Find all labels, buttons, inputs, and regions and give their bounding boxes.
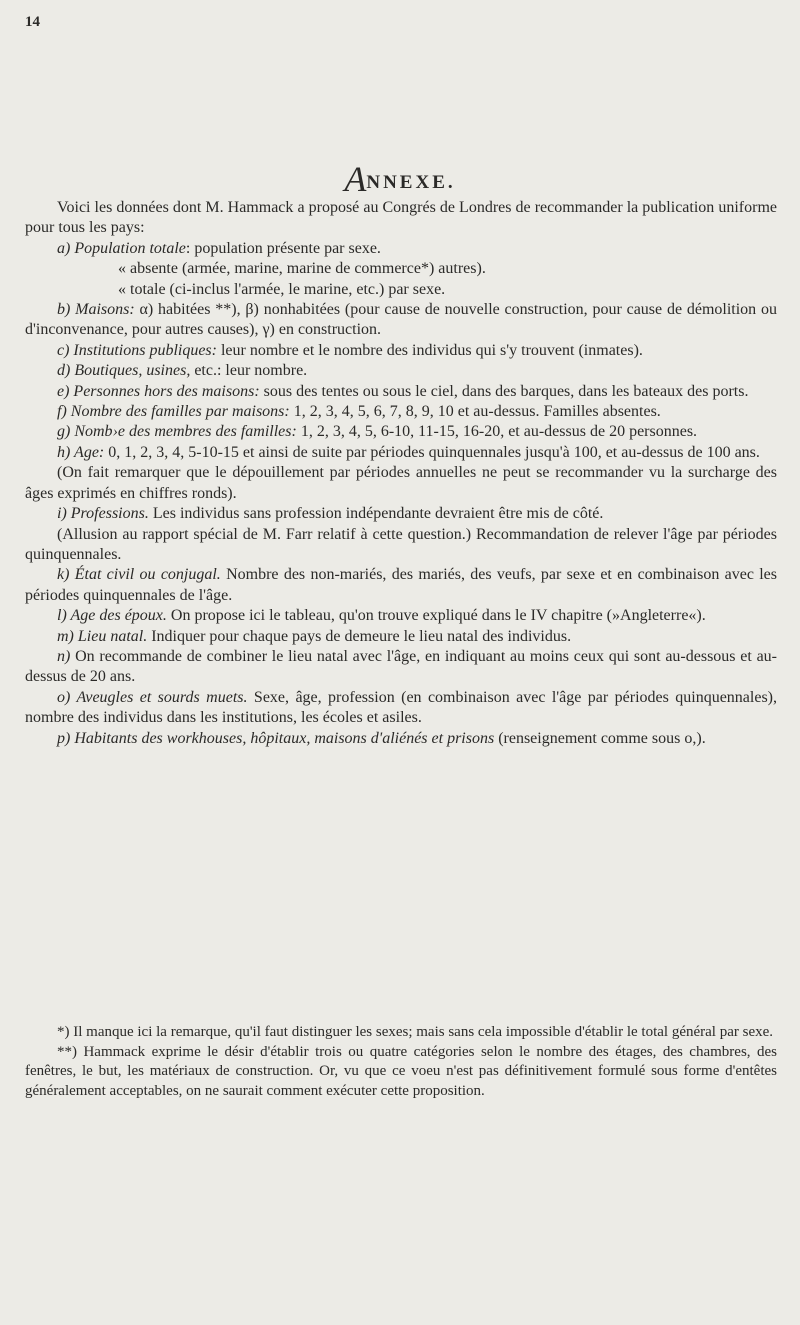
item-m bbox=[25, 627, 777, 647]
item-i bbox=[25, 504, 777, 524]
item-k-label: k) État civil ou conjugal. bbox=[57, 566, 221, 584]
item-g-label: g) Nomb›e des membres des familles: bbox=[57, 423, 297, 441]
item-o bbox=[25, 688, 777, 729]
item-o-text: Sexe, âge, profession (en combinaison avec l'âge par périodes quinquennales), nombre des individus dans les institutions, les écoles et asiles. bbox=[25, 688, 777, 727]
item-k-text: Nombre des non-mariés, des mariés, des veufs, par sexe et en combinaison avec les périodes quinquennales de l'âge. bbox=[25, 566, 778, 604]
item-e-text: sous des tentes ou sous le ciel, dans des barques, dans les bateaux des ports. bbox=[259, 382, 749, 400]
item-p-text: (renseignement comme sous o,). bbox=[494, 729, 706, 747]
item-i-label: i) Professions. bbox=[57, 505, 149, 523]
item-m-text: Indiquer pour chaque pays de demeure le lieu natal des individus. bbox=[147, 627, 572, 645]
item-f-text: 1, 2, 3, 4, 5, 6, 7, 8, 9, 10 et au-dessus. Familles absentes. bbox=[289, 403, 661, 421]
item-i-text: Les individus sans profession indépendante devraient être mis de côté. bbox=[148, 505, 604, 523]
item-b-text: α) habitées **), β) nonhabitées (pour cause de nouvelle construction, pour cause de démolition ou d'inconvenance, pour autres causes), γ) en construction. bbox=[25, 301, 777, 339]
item-h bbox=[25, 443, 777, 463]
annex-body bbox=[25, 198, 777, 749]
item-m-label: m) Lieu natal. bbox=[57, 627, 148, 645]
item-p bbox=[25, 729, 777, 749]
item-b-label: b) Maisons: bbox=[57, 301, 135, 319]
item-l bbox=[25, 606, 777, 626]
item-a-absent: « absente (armée, marine, marine de commerce*) autres). bbox=[118, 260, 486, 278]
item-h-note: (On fait remarquer que le dépouillement par périodes annuelles ne peut se recommander vu la surcharge des âges exprimés en chiffres ronds). bbox=[25, 464, 777, 502]
item-k bbox=[25, 565, 777, 606]
footnotes bbox=[25, 1023, 777, 1101]
footnote-2: **) Hammack exprime le désir d'établir trois ou quatre catégories selon le nombre des étages, des chambres, des fenêtres, le but, les matériaux de construction. Or, vu que ce voeu n'est pas définitivement formulé sous forme d'entêtes généralement acceptables, on ne saurait comment exécuter cette proposition. bbox=[25, 1043, 777, 1099]
item-a-label: a) Population totale bbox=[57, 239, 186, 257]
item-l-label: l) Age des époux. bbox=[57, 607, 167, 625]
item-d-label: d) Boutiques, usines, bbox=[57, 362, 191, 380]
item-h-label: h) Age: bbox=[57, 443, 105, 461]
item-b bbox=[25, 300, 777, 341]
title-rest: NNEXE. bbox=[366, 172, 456, 193]
page-number: 14 bbox=[25, 14, 40, 30]
item-a bbox=[25, 239, 777, 259]
item-n-label: n) bbox=[57, 647, 71, 665]
item-e bbox=[25, 382, 777, 402]
intro-paragraph: Voici les données dont M. Hammack a proposé au Congrés de Londres de recommander la publication uniforme pour tous les pays: bbox=[25, 199, 777, 237]
item-p-label: p) Habitants des workhouses, hôpitaux, maisons d'aliénés et prisons bbox=[57, 729, 495, 747]
item-g-text: 1, 2, 3, 4, 5, 6-10, 11-15, 16-20, et au-dessus de 20 personnes. bbox=[296, 423, 698, 441]
item-g bbox=[25, 422, 777, 442]
footnote-1: *) Il manque ici la remarque, qu'il faut distinguer les sexes; mais sans cela impossible d'établir le total général par sexe. bbox=[57, 1024, 774, 1040]
item-i-note: (Allusion au rapport spécial de M. Farr relatif à cette question.) Recommandation de relever l'âge par périodes quinquennales. bbox=[25, 525, 777, 563]
title-initial: A bbox=[344, 159, 367, 199]
item-a-total: « totale (ci-inclus l'armée, le marine, etc.) par sexe. bbox=[118, 280, 446, 298]
item-c-text: leur nombre et le nombre des individus qui s'y trouvent (inmates). bbox=[216, 341, 643, 359]
item-d-text: etc.: leur nombre. bbox=[190, 362, 308, 380]
item-a-text: : population présente par sexe. bbox=[185, 239, 381, 257]
item-f-label: f) Nombre des familles par maisons: bbox=[57, 403, 290, 421]
item-n bbox=[25, 647, 777, 688]
item-h-text: 0, 1, 2, 3, 4, 5-10-15 et ainsi de suite par périodes quinquennales jusqu'à 100, et au-dessus de 100 ans. bbox=[104, 443, 760, 461]
item-f bbox=[25, 402, 777, 422]
item-d bbox=[25, 361, 777, 381]
page-title bbox=[0, 158, 800, 200]
item-o-label: o) Aveugles et sourds muets. bbox=[57, 688, 248, 706]
item-e-label: e) Personnes hors des maisons: bbox=[57, 382, 260, 400]
item-c-label: c) Institutions publiques: bbox=[57, 341, 217, 359]
item-n-text: On recommande de combiner le lieu natal avec l'âge, en indiquant au moins ceux qui sont au-dessous et au-dessus de 20 ans. bbox=[25, 647, 777, 686]
item-l-text: On propose ici le tableau, qu'on trouve expliqué dans le IV chapitre (»Angleterre«). bbox=[166, 607, 706, 625]
item-c bbox=[25, 341, 777, 361]
